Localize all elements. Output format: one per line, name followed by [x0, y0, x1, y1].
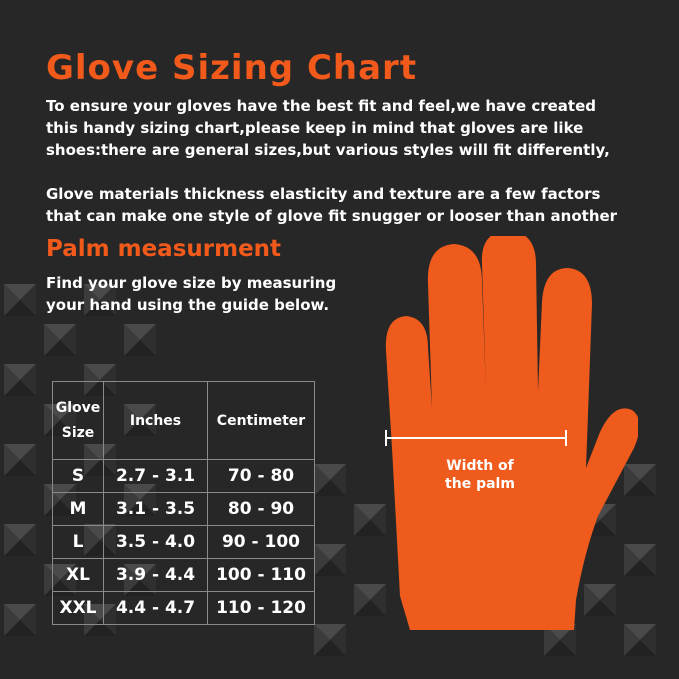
size-cell: L	[53, 526, 104, 559]
header-centimeter: Centimeter	[208, 382, 315, 460]
instruction-line: Find your glove size by measuring	[46, 274, 337, 292]
size-cell: M	[53, 493, 104, 526]
table-row	[53, 559, 315, 592]
size-cell: XXL	[53, 592, 104, 625]
materials-line: that can make one style of glove fit snugger or looser than another	[46, 207, 618, 225]
header-size-line: Glove	[55, 399, 101, 416]
materials-paragraph	[46, 183, 617, 227]
inches-cell: 3.5 - 4.0	[104, 526, 208, 559]
cm-cell: 110 - 120	[208, 592, 315, 625]
cm-cell: 70 - 80	[208, 460, 315, 493]
cm-cell: 80 - 90	[208, 493, 315, 526]
palm-label-line: Width of	[446, 458, 514, 474]
header-inches: Inches	[104, 382, 208, 460]
instruction-line: your hand using the guide below.	[46, 296, 330, 314]
table-header-row	[53, 382, 315, 460]
size-cell: S	[53, 460, 104, 493]
size-cell: XL	[53, 559, 104, 592]
intro-line: shoes:there are general sizes,but various styles will fit differently,	[46, 141, 610, 159]
table-row	[53, 493, 315, 526]
table-row	[53, 526, 315, 559]
intro-paragraph	[46, 95, 610, 161]
palm-label-line: the palm	[445, 476, 515, 492]
page-title: Glove Sizing Chart	[46, 48, 418, 88]
table-row	[53, 592, 315, 625]
intro-line: To ensure your gloves have the best fit and feel,we have created	[46, 97, 597, 115]
cm-cell: 90 - 100	[208, 526, 315, 559]
cm-cell: 100 - 110	[208, 559, 315, 592]
header-size-line: Size	[61, 424, 95, 441]
inches-cell: 2.7 - 3.1	[104, 460, 208, 493]
inches-cell: 3.9 - 4.4	[104, 559, 208, 592]
hand-shape	[386, 236, 638, 630]
table-row	[53, 460, 315, 493]
size-table	[52, 381, 315, 625]
intro-line: this handy sizing chart,please keep in mind that gloves are like	[46, 119, 584, 137]
instructions-paragraph	[46, 272, 336, 316]
inches-cell: 3.1 - 3.5	[104, 493, 208, 526]
section-subtitle: Palm measurment	[46, 236, 282, 262]
orange-hand-icon	[378, 236, 638, 644]
materials-line: Glove materials thickness elasticity and texture are a few factors	[46, 185, 601, 203]
header-glove-size	[53, 382, 104, 460]
inches-cell: 4.4 - 4.7	[104, 592, 208, 625]
